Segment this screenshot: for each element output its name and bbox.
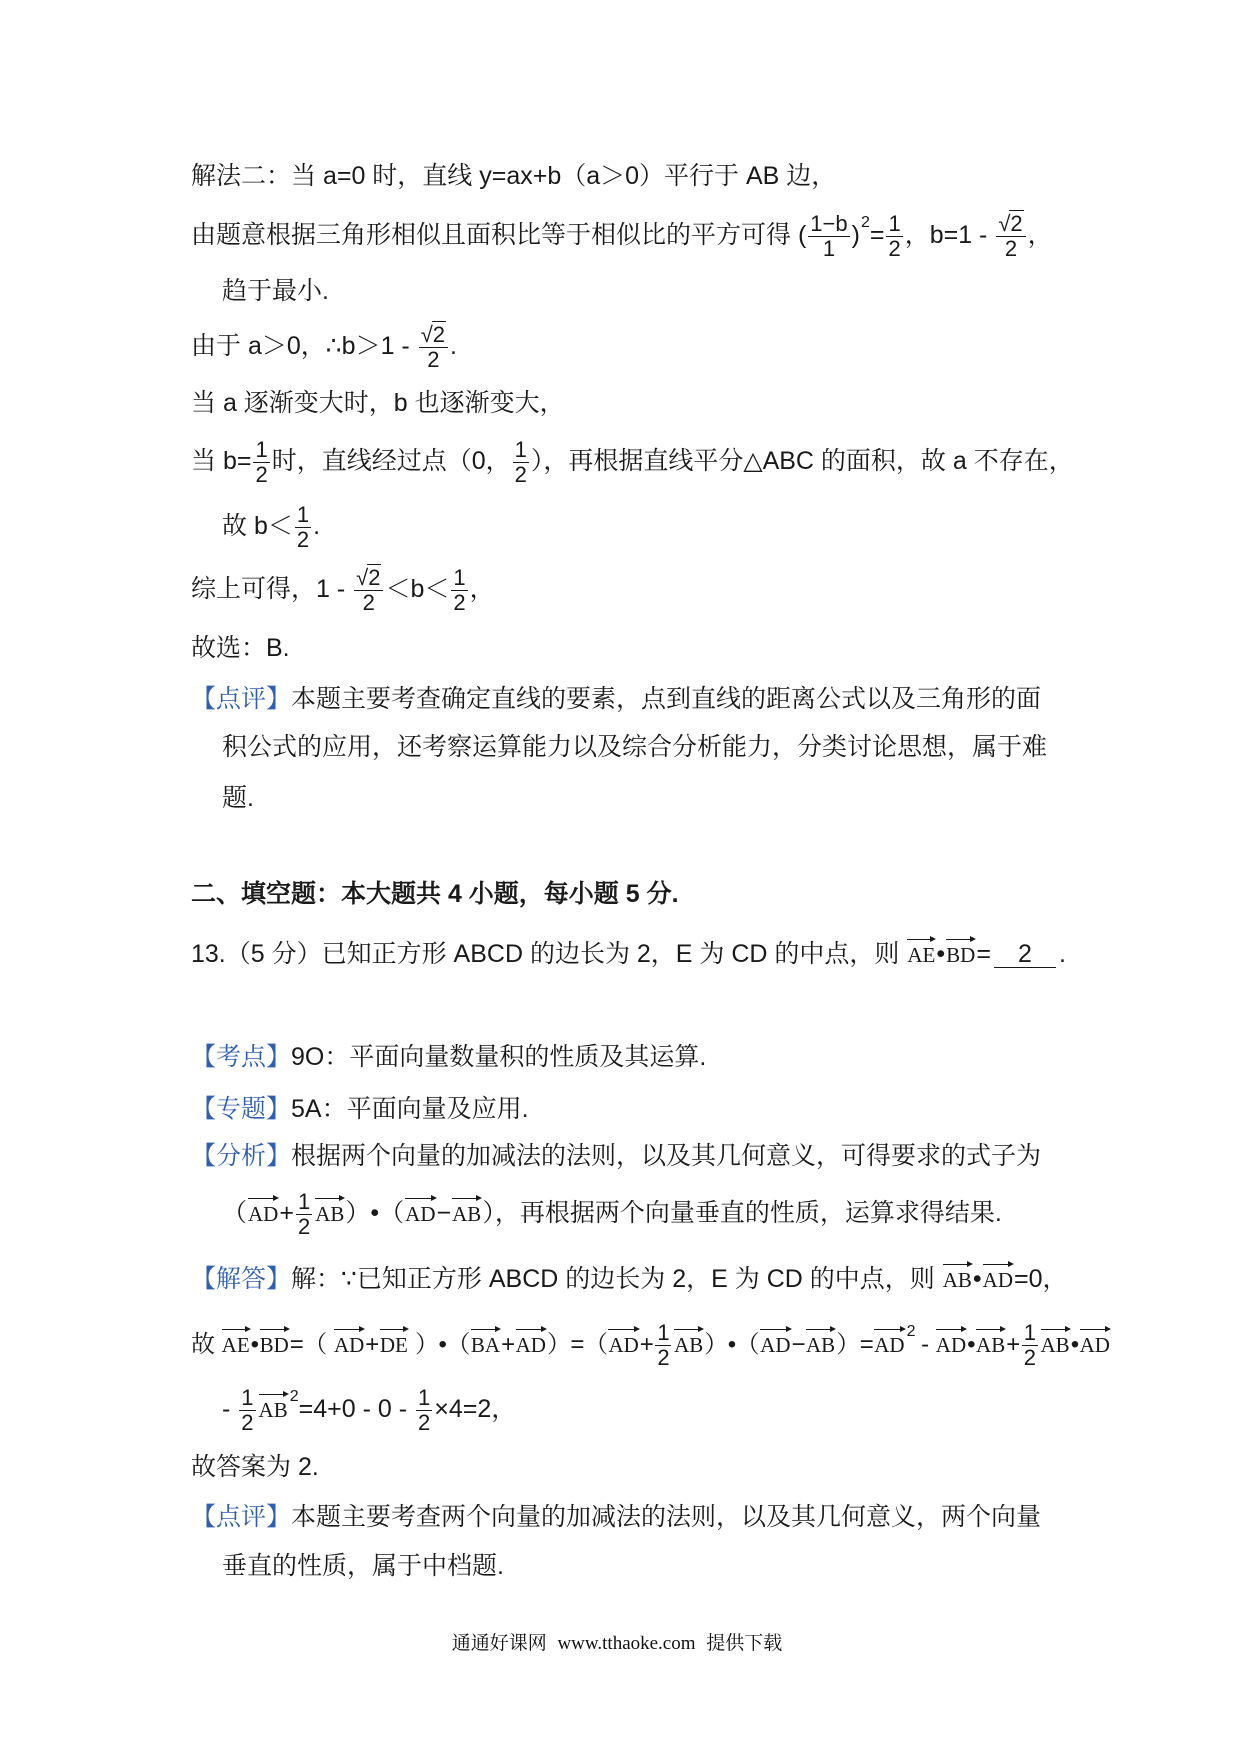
fraction-numerator: 1 <box>255 437 268 462</box>
vector: AD <box>515 1327 547 1356</box>
fraction-denominator: 2 <box>514 462 527 487</box>
text-run: + <box>639 1330 654 1358</box>
question-13-stem <box>191 934 1066 974</box>
text-run: 积公式的应用，还考察运算能力以及综合分析能力，分类讨论思想，属于难 <box>222 733 1048 761</box>
text-run: =4+0 - 0 - <box>298 1395 414 1424</box>
upper-bound-line <box>222 502 321 552</box>
text-run: 当 a 逐渐变大时，b 也逐渐变大， <box>191 389 565 417</box>
fraction-denominator: 2 <box>1004 236 1018 261</box>
answer-blank: 2 <box>994 941 1056 968</box>
vector: AE <box>906 937 936 966</box>
fraction <box>296 1190 312 1239</box>
conclusion-line <box>191 565 495 615</box>
fraction-denominator: 1 <box>822 236 836 261</box>
text-run: 故 <box>191 1330 221 1358</box>
fraction-numerator: 1 <box>417 1385 431 1410</box>
vector: AD <box>404 1196 436 1225</box>
method-two-intro <box>191 156 836 196</box>
fraction-numerator: 1 <box>1023 1320 1036 1345</box>
fraction-denominator: 2 <box>255 462 268 487</box>
text-run: . <box>313 512 321 541</box>
lower-bound-line <box>191 322 457 372</box>
section-label: 【点评】 <box>191 685 292 713</box>
section-label: 【点评】 <box>191 1503 292 1531</box>
text-run: 由于 a＞0，∴b＞1 - <box>191 332 417 361</box>
text-line <box>191 437 1074 487</box>
text-run: 综上可得，1 - <box>191 575 353 604</box>
text-run: 垂直的性质，属于中档题. <box>222 1552 504 1580</box>
fraction <box>655 1321 671 1370</box>
fraction <box>295 503 311 552</box>
vector: AD <box>247 1196 279 1225</box>
fraction <box>416 1386 432 1435</box>
fraction <box>451 566 467 615</box>
text-run: 根据两个向量的加减法的法则，以及其几何意义，可得要求的式子为 <box>291 1142 1042 1170</box>
text-run: 解法二：当 a=0 时，直线 y=ax+b（a＞0）平行于 AB 边， <box>191 162 837 190</box>
review-comment-line <box>191 679 1041 719</box>
fraction-denominator: 2 <box>453 590 466 615</box>
text-run: • <box>250 1330 259 1358</box>
vector: BD <box>945 937 976 966</box>
fraction <box>886 212 902 261</box>
page-footer: 通通好课网 www.tthaoke.com 提供下载 <box>451 1633 783 1654</box>
knowledge-point-line <box>191 1037 706 1077</box>
radicand: 2 <box>368 565 381 590</box>
text-run: =0， <box>1014 1265 1068 1293</box>
fraction <box>239 1386 255 1435</box>
text-run: • <box>967 1330 976 1358</box>
section-label: 【解答】 <box>191 1265 292 1293</box>
vector: BA <box>470 1327 501 1356</box>
text-run: ）=（ <box>546 1330 608 1358</box>
vector: AB <box>805 1327 836 1356</box>
radical-sign: √ <box>998 211 1011 236</box>
fraction-numerator: 1 <box>888 211 901 236</box>
text-run: • <box>972 1265 982 1293</box>
fraction <box>996 212 1025 261</box>
radicand: 2 <box>432 322 446 347</box>
section-heading <box>191 874 679 914</box>
text-run: =（ <box>289 1330 333 1358</box>
superscript: 2 <box>906 1322 915 1340</box>
section-label: 【专题】 <box>191 1095 292 1123</box>
analysis-line <box>191 1136 1041 1176</box>
text-run: • <box>1070 1330 1079 1358</box>
fraction-numerator: 1 <box>297 1189 311 1214</box>
fraction-denominator: 2 <box>241 1410 254 1435</box>
text-run: 题. <box>222 784 254 812</box>
fraction <box>808 212 849 261</box>
radicand: 2 <box>1010 211 1023 236</box>
vector: AB <box>1040 1327 1071 1356</box>
text-run: 本题主要考查两个向量的加减法的法则，以及其几何意义，两个向量 <box>291 1503 1042 1531</box>
vector: AD <box>873 1327 905 1356</box>
text-run: 当 b= <box>191 447 252 476</box>
text-run: ），再根据直线平分△ABC 的面积，故 a 不存在， <box>530 447 1074 476</box>
fraction-denominator: 2 <box>427 347 440 372</box>
vector: AD <box>759 1327 791 1356</box>
vector: AE <box>221 1327 251 1356</box>
fraction-denominator: 2 <box>297 1214 311 1239</box>
fraction-numerator: 1 <box>657 1320 670 1345</box>
fraction-numerator <box>419 323 448 347</box>
solution-line <box>222 1385 517 1435</box>
radical-sign: √ <box>356 565 369 590</box>
fraction-denominator: 2 <box>417 1410 431 1435</box>
text-run: + <box>279 1199 294 1228</box>
vector: AB <box>258 1392 289 1421</box>
review-comment-line <box>222 778 254 818</box>
text-line <box>222 271 329 311</box>
solution-line <box>191 1259 1068 1299</box>
text-run: ）•（ <box>408 1330 470 1358</box>
fraction <box>1022 1321 1038 1370</box>
fraction-numerator: 1 <box>241 1385 254 1410</box>
text-run: ＜b＜ <box>385 575 450 604</box>
vector: BD <box>259 1327 290 1356</box>
vector: AB <box>451 1196 482 1225</box>
text-run: 故选：B. <box>191 634 290 662</box>
text-run: = <box>976 940 991 968</box>
text-run: 13.（5 分）已知正方形 ABCD 的边长为 2，E 为 CD 的中点，则 <box>191 940 907 968</box>
fraction-denominator: 2 <box>296 527 310 552</box>
review-comment-line <box>222 727 1047 767</box>
text-run: - <box>914 1330 935 1358</box>
final-answer-line <box>191 1447 319 1487</box>
similarity-equation-line <box>191 211 1053 261</box>
radical-sign: √ <box>420 322 433 347</box>
vector: DE <box>379 1327 409 1356</box>
text-run: ），再根据两个向量垂直的性质，运算求得结果. <box>482 1199 1002 1228</box>
fraction-denominator: 2 <box>888 236 901 261</box>
text-run: ）= <box>836 1330 874 1358</box>
text-run: ，b=1 - <box>904 221 995 250</box>
vector: AB <box>942 1262 973 1291</box>
vector: AB <box>673 1327 704 1356</box>
text-run: 二、填空题：本大题共 4 小题，每小题 5 分. <box>191 880 679 908</box>
fraction <box>354 566 383 615</box>
fraction-numerator: 1−b <box>810 211 848 236</box>
vector: AD <box>607 1327 639 1356</box>
text-run: 时，直线经过点（0， <box>271 447 511 476</box>
text-line <box>191 383 565 423</box>
text-run: （ <box>222 1199 248 1228</box>
text-run: ， <box>469 575 495 604</box>
fraction <box>513 438 529 487</box>
fraction-numerator: 1 <box>514 437 527 462</box>
text-run: = <box>869 221 885 250</box>
fraction-numerator: 1 <box>453 565 466 590</box>
superscript: 2 <box>860 214 870 232</box>
text-run: + <box>501 1330 515 1358</box>
text-run: 本题主要考查确定直线的要素，点到直线的距离公式以及三角形的面 <box>291 685 1042 713</box>
vector: AB <box>314 1196 345 1225</box>
text-run: 趋于最小. <box>222 277 329 305</box>
section-label: 【考点】 <box>191 1043 292 1071</box>
vector: AD <box>333 1327 365 1356</box>
solution-line <box>191 1320 1111 1370</box>
vector: AD <box>982 1262 1014 1291</box>
text-run: 故答案为 2. <box>191 1453 319 1481</box>
text-run: 解：∵已知正方形 ABCD 的边长为 2，E 为 CD 的中点，则 <box>291 1265 942 1293</box>
fraction <box>253 438 269 487</box>
text-run: ×4=2， <box>434 1395 517 1424</box>
text-run: − <box>436 1199 452 1228</box>
fraction-numerator <box>996 212 1025 236</box>
superscript: 2 <box>289 1388 299 1406</box>
text-run: ) <box>851 221 860 250</box>
text-run: ， <box>1027 221 1053 250</box>
text-run: 故 b＜ <box>222 512 293 541</box>
fraction-denominator: 2 <box>657 1345 670 1370</box>
fraction-denominator: 2 <box>1023 1345 1036 1370</box>
vector: AD <box>935 1327 967 1356</box>
answer-choice-line <box>191 628 290 668</box>
topic-line <box>191 1089 529 1129</box>
review-comment-line <box>222 1546 504 1586</box>
text-run: 5A：平面向量及应用. <box>291 1095 529 1123</box>
text-run: . <box>1058 940 1066 968</box>
text-run: ）•（ <box>704 1330 760 1358</box>
vector: AB <box>975 1327 1006 1356</box>
text-run: ）•（ <box>345 1199 405 1228</box>
text-run: + <box>365 1330 379 1358</box>
fraction-numerator: 1 <box>296 502 310 527</box>
text-run: . <box>450 332 457 361</box>
text-run: • <box>936 940 946 968</box>
text-run: 由题意根据三角形相似且面积比等于相似比的平方可得 ( <box>191 221 807 250</box>
vector: AD <box>1079 1327 1111 1356</box>
review-comment-line <box>191 1497 1041 1537</box>
fraction-numerator <box>354 566 383 590</box>
text-run: 9O：平面向量数量积的性质及其运算. <box>291 1043 707 1071</box>
text-run: − <box>791 1330 806 1358</box>
section-label: 【分析】 <box>191 1142 292 1170</box>
fraction <box>419 323 448 372</box>
fraction-denominator: 2 <box>362 590 375 615</box>
analysis-line <box>222 1189 1002 1239</box>
text-run: - <box>222 1395 238 1424</box>
text-run: + <box>1006 1330 1020 1358</box>
